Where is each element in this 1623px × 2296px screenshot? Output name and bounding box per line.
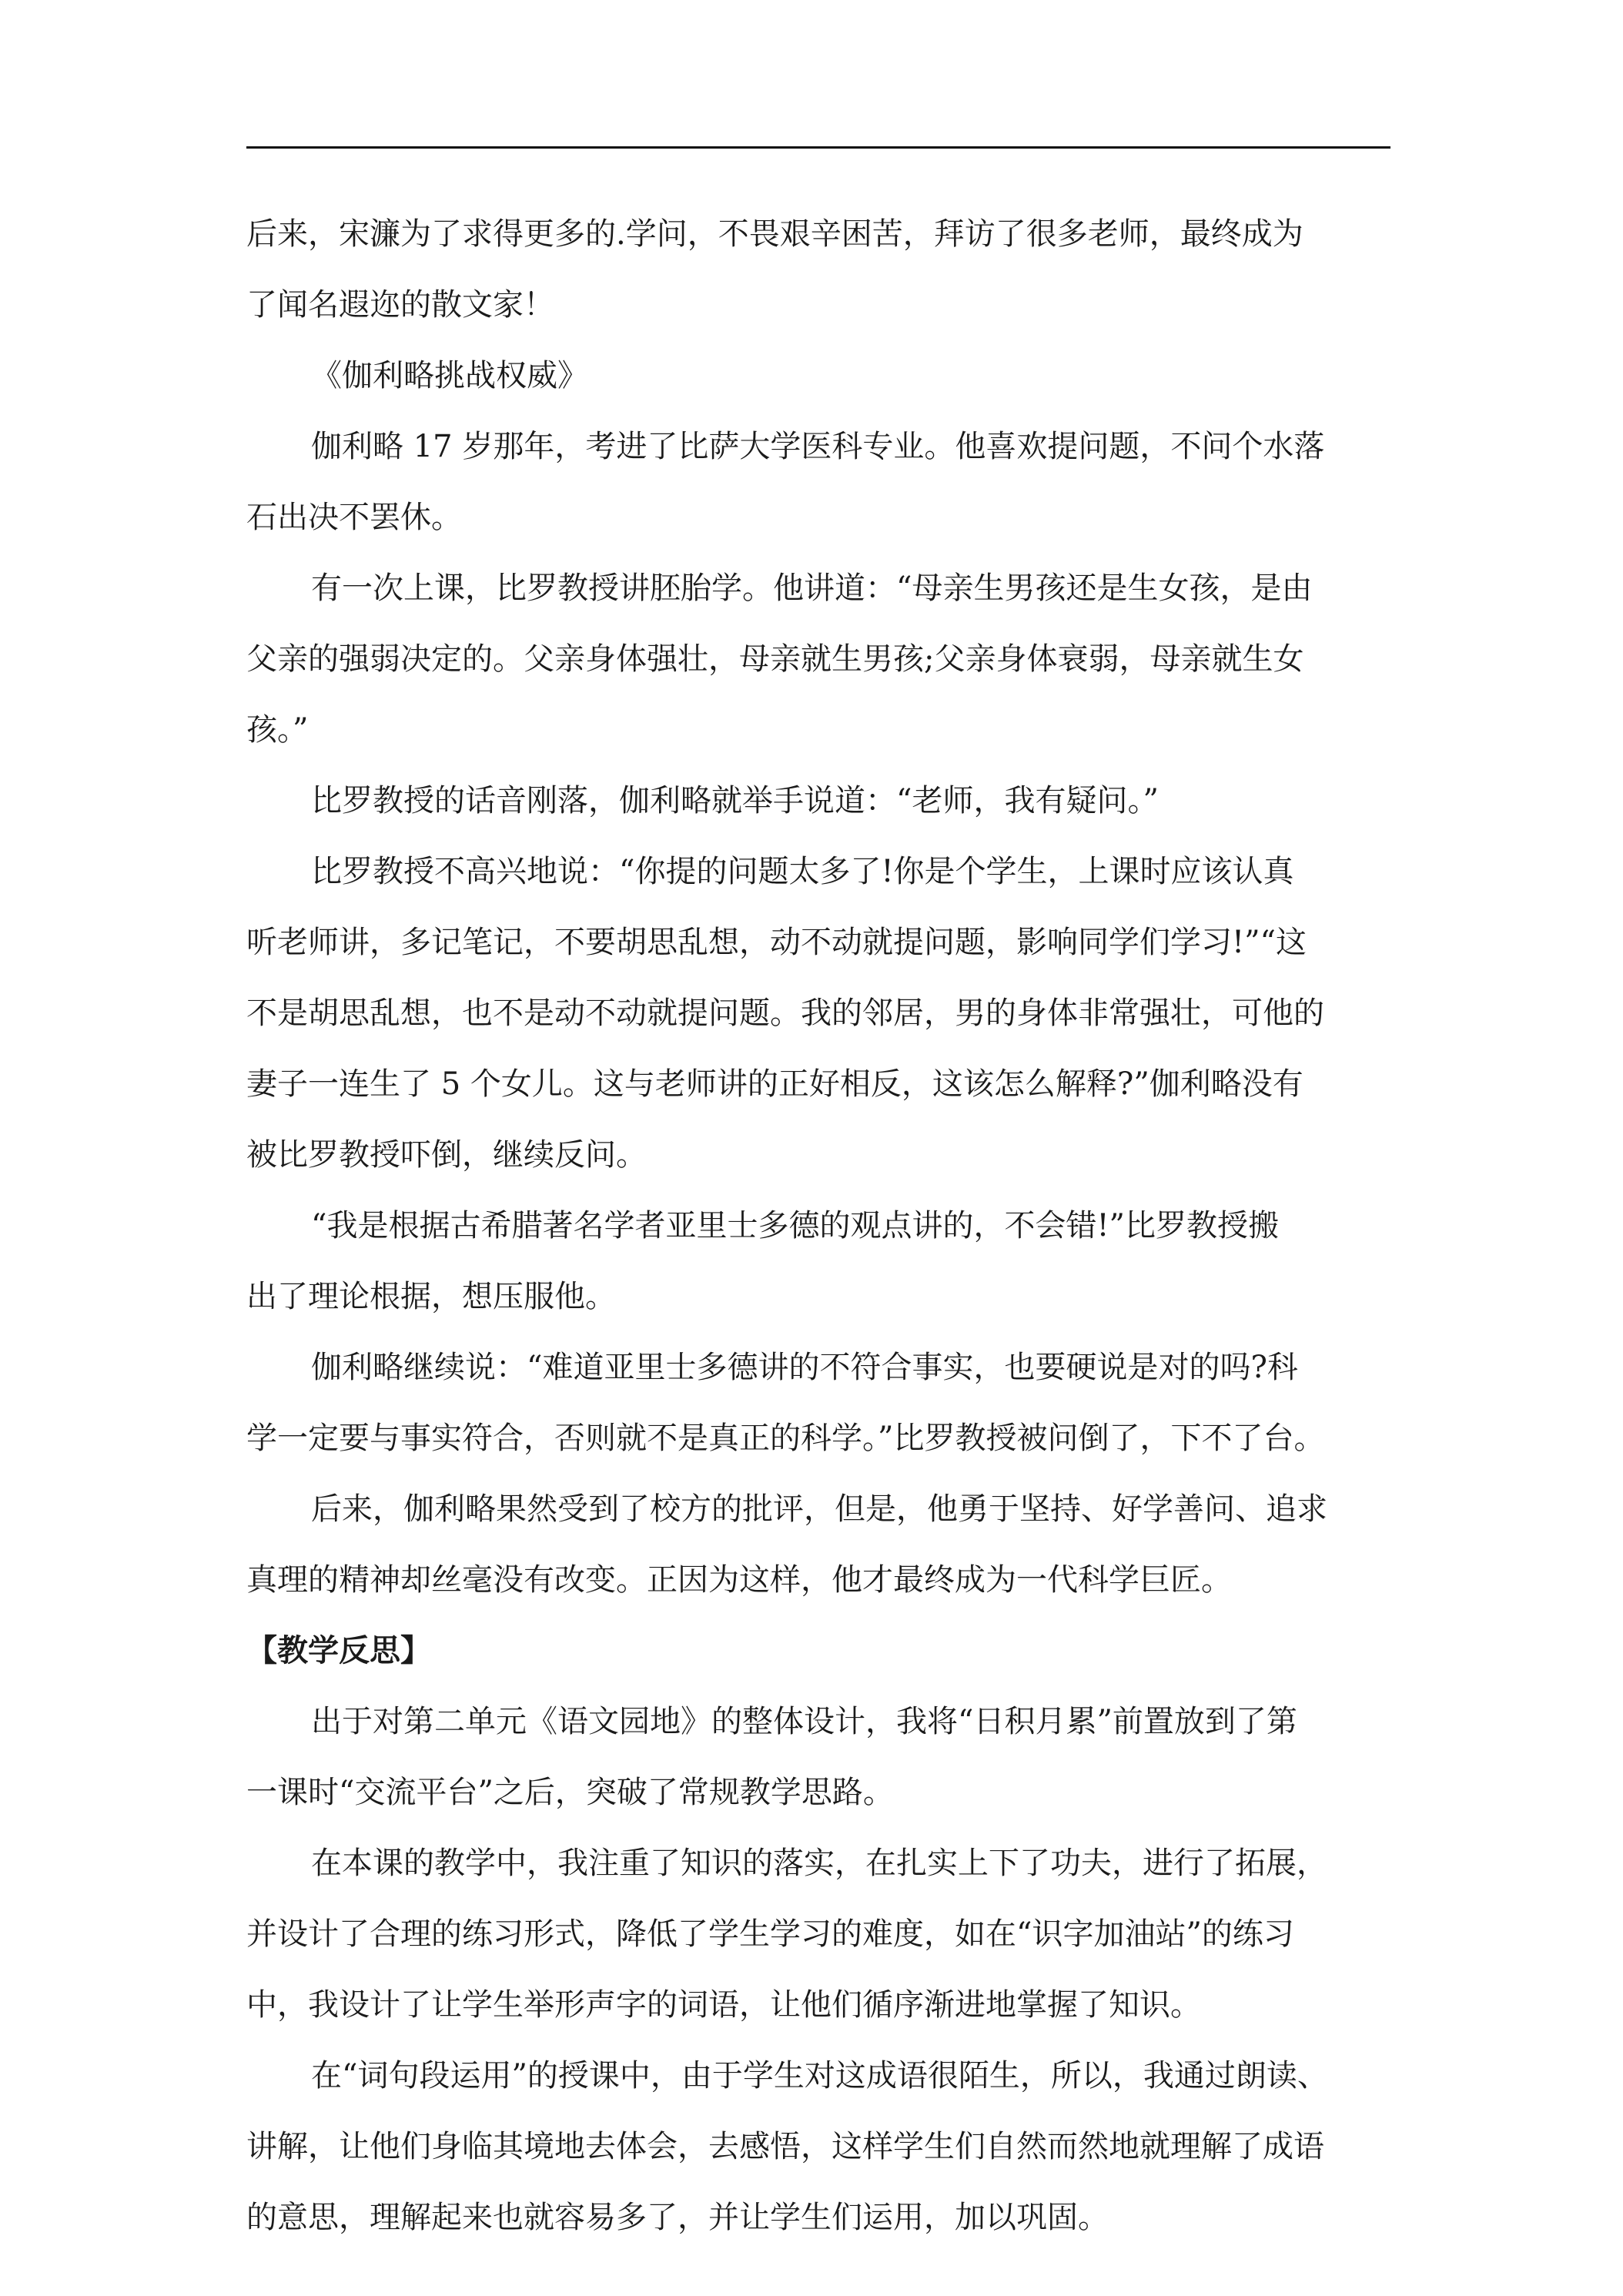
text-line: 比罗教授的话音刚落，伽利略就举手说道：“老师，我有疑问。” bbox=[311, 783, 1159, 818]
text-line: 讲解，让他们身临其境地去体会，去感悟，这样学生们自然而然地就理解了成语 bbox=[246, 2129, 1324, 2164]
text-line: 伽利略 17 岁那年，考进了比萨大学医科专业。他喜欢提问题，不问个水落 bbox=[311, 429, 1325, 464]
text-line: 不是胡思乱想，也不是动不动就提问题。我的邻居，男的身体非常强壮，可他的 bbox=[246, 996, 1324, 1031]
text-line: 了闻名遐迩的散文家！ bbox=[246, 287, 554, 323]
text-line: 中，我设计了让学生举形声字的词语，让他们循序渐进地掌握了知识。 bbox=[246, 1987, 1201, 2023]
text-line: 出了理论根据，想压服他。 bbox=[246, 1279, 616, 1314]
text-line: 孩。” bbox=[246, 712, 309, 748]
story-title: 《伽利略挑战权威》 bbox=[311, 358, 588, 393]
text-line: 比罗教授不高兴地说：“你提的问题太多了!你是个学生，上课时应该认真 bbox=[311, 854, 1294, 889]
text-line: 石出决不罢休。 bbox=[246, 500, 462, 535]
text-line: 妻子一连生了 5 个女儿。这与老师讲的正好相反，这该怎么解释?”伽利略没有 bbox=[246, 1066, 1303, 1102]
text-line: 有一次上课，比罗教授讲胚胎学。他讲道：“母亲生男孩还是生女孩，是由 bbox=[311, 571, 1313, 606]
text-line: “我是根据古希腊著名学者亚里士多德的观点讲的，不会错!”比罗教授搬 bbox=[311, 1208, 1279, 1243]
text-line: 的意思，理解起来也就容易多了，并让学生们运用，加以巩固。 bbox=[246, 2200, 1109, 2235]
text-line: 学一定要与事实符合，否则就不是真正的科学。”比罗教授被问倒了，下不了台。 bbox=[246, 1421, 1325, 1456]
text-line: 后来，伽利略果然受到了校方的批评，但是，他勇于坚持、好学善问、追求 bbox=[311, 1491, 1327, 1527]
text-line: 后来，宋濂为了求得更多的.学问，不畏艰辛困苦，拜访了很多老师，最终成为 bbox=[246, 216, 1303, 252]
text-line: 在本课的教学中，我注重了知识的落实，在扎实上下了功夫，进行了拓展， bbox=[311, 1846, 1327, 1881]
text-line: 父亲的强弱决定的。父亲身体强壮，母亲就生男孩;父亲身体衰弱，母亲就生女 bbox=[246, 641, 1304, 677]
text-line: 听老师讲，多记笔记，不要胡思乱想，动不动就提问题，影响同学们学习!”“这 bbox=[246, 925, 1307, 960]
text-line: 在“词句段运用”的授课中，由于学生对这成语很陌生，所以，我通过朗读、 bbox=[311, 2058, 1328, 2094]
section-heading: 【教学反思】 bbox=[246, 1633, 431, 1668]
text-line: 伽利略继续说：“难道亚里士多德讲的不符合事实，也要硬说是对的吗?科 bbox=[311, 1350, 1298, 1385]
header-rule bbox=[246, 146, 1390, 149]
text-line: 真理的精神却丝毫没有改变。正因为这样，他才最终成为一代科学巨匠。 bbox=[246, 1562, 1232, 1598]
text-line: 出于对第二单元《语文园地》的整体设计，我将“日积月累”前置放到了第 bbox=[311, 1704, 1297, 1739]
document-body bbox=[246, 199, 1390, 2253]
text-line: 并设计了合理的练习形式，降低了学生学习的难度，如在“识字加油站”的练习 bbox=[246, 1916, 1294, 1952]
text-line: 被比罗教授吓倒，继续反问。 bbox=[246, 1137, 647, 1173]
text-line: 一课时“交流平台”之后，突破了常规教学思路。 bbox=[246, 1775, 894, 1810]
